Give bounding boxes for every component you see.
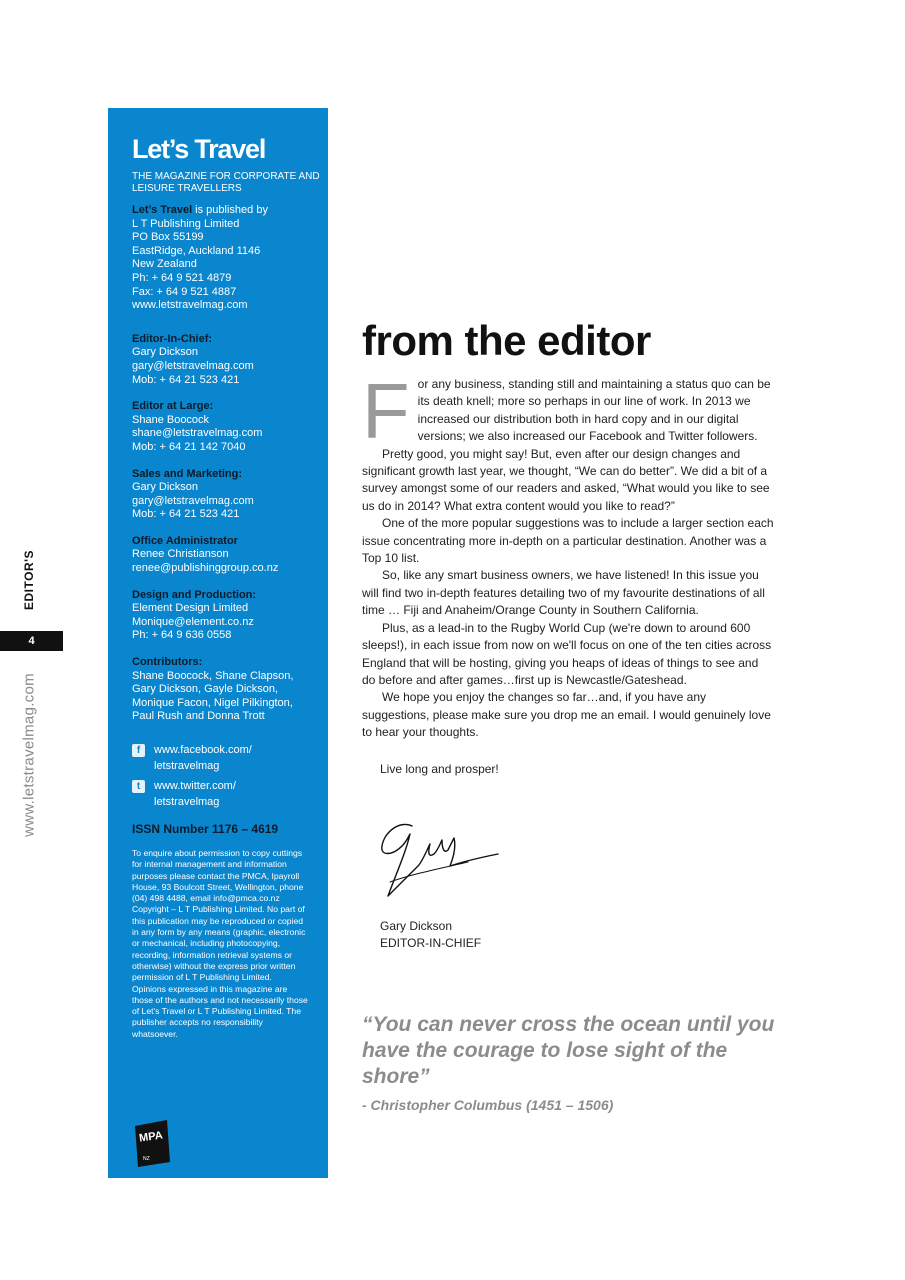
side-website-label: www.letstravelmag.com	[20, 673, 38, 837]
contact-line: Shane Boocock	[132, 413, 210, 426]
contact-line: Monique Facon, Nigel Pilkington,	[132, 696, 293, 709]
facebook-url-line: letstravelmag	[154, 760, 220, 772]
contact-email[interactable]: Monique@element.co.nz	[132, 615, 254, 628]
twitter-url-line: www.twitter.com/	[154, 780, 236, 792]
publisher-info	[132, 204, 328, 313]
signoff: Live long and prosper!	[380, 762, 499, 776]
publisher-line: PO Box 55199	[132, 231, 204, 244]
contact-editor-in-chief	[132, 333, 328, 387]
mpa-logo-nz: NZ	[143, 1156, 150, 1162]
mpa-logo	[133, 1118, 171, 1168]
paragraph: Pretty good, you might say! But, even after our design changes and significant growth last year, we thought, “We can do better”. We did a bit of a survey amongst some of our readers and asked, “What would you like to see us do in 2014? What extra content would you like to read?”	[362, 446, 770, 513]
paragraph: Plus, as a lead-in to the Rugby World Cup (we're down to around 600 sleeps!), in each issue from now on we'll focus on one of the ten cities across England that will be hosting, giving you heaps of ideas of things to see and do before and after games…first up is Newcastle/Gateshead.	[362, 620, 772, 687]
publisher-line: New Zealand	[132, 258, 197, 271]
contact-line: Gary Dickson	[132, 346, 199, 359]
contact-heading: Contributors:	[132, 656, 203, 669]
section-label: EDITOR'S	[22, 550, 36, 610]
contact-line: Ph: + 64 9 636 0558	[132, 629, 232, 642]
signer-block	[380, 918, 481, 952]
masthead-sidebar	[108, 108, 328, 1178]
editorial-body	[362, 367, 774, 742]
drop-cap: F	[362, 367, 410, 455]
issn-number: ISSN Number 1176 – 4619	[132, 822, 279, 836]
contact-design	[132, 589, 328, 643]
facebook-icon: f	[132, 744, 145, 757]
contact-line: Element Design Limited	[132, 602, 249, 615]
facebook-url-line: www.facebook.com/	[154, 744, 252, 756]
twitter-icon: t	[132, 780, 145, 793]
contact-heading: Sales and Marketing:	[132, 467, 243, 480]
contact-sales	[132, 468, 328, 522]
paragraph: or any business, standing still and maintaining a status quo can be its death knell; more so perhaps in our line of work. In 2013 we increased our distribution both in hard copy and in our digital versions; we also increased our Facebook and Twitter followers.	[417, 377, 771, 444]
signer-title: EDITOR-IN-CHIEF	[380, 936, 482, 950]
paragraph: One of the more popular suggestions was to include a larger section each issue concentrating more in-depth on a particular destination. Another was a Top 10 list.	[362, 516, 774, 566]
publisher-website-link[interactable]: www.letstravelmag.com	[132, 299, 248, 312]
page-title: from the editor	[362, 317, 651, 364]
lets-travel-logo: Let’s Travel	[132, 134, 266, 164]
contact-heading: Design and Production:	[132, 588, 257, 601]
signature-graphic	[372, 812, 502, 902]
contact-line: Gary Dickson	[132, 481, 199, 494]
publisher-line: Ph: + 64 9 521 4879	[132, 271, 232, 284]
publisher-line: EastRidge, Auckland 1146	[132, 244, 261, 257]
copyright-notice: To enquire about permission to copy cuttings for internal management and information purposes please contact the PMCA, Ipayroll House, 93 Boulcott Street, Wellington, phone (04) 498 4488, email info@pmca.co.nz Copyright – L T Publishing Limited. No part of this publication may be reproduced or copied in any form by any means (graphic, electronic or mechanical, including photocopying, recording, information retrieval systems or otherwise) without the express prior written permission of L T Publishing Limited. Opinions expressed in this magazine are those of the authors and not necessarily those of Let's Travel or L T Publishing Limited. The publisher accepts no responsibility whatsoever.	[132, 848, 308, 1039]
publisher-line: Fax: + 64 9 521 4887	[132, 285, 237, 298]
contact-contributors	[132, 656, 328, 724]
contact-email[interactable]: gary@letstravelmag.com	[132, 359, 254, 372]
contact-line: Paul Rush and Donna Trott	[132, 710, 265, 723]
signer-name: Gary Dickson	[380, 919, 453, 933]
contact-email[interactable]: shane@letstravelmag.com	[132, 427, 263, 440]
contact-email[interactable]: gary@letstravelmag.com	[132, 494, 254, 507]
contact-heading: Office Administrator	[132, 534, 238, 547]
tagline: THE MAGAZINE FOR CORPORATE AND LEISURE TRAVELLERS	[132, 171, 320, 194]
contact-editor-at-large	[132, 400, 328, 454]
contact-line: Shane Boocock, Shane Clapson,	[132, 669, 294, 682]
contact-heading: Editor-In-Chief:	[132, 332, 213, 345]
contact-email[interactable]: renee@publishinggroup.co.nz	[132, 562, 279, 575]
contact-office-admin	[132, 535, 328, 576]
facebook-link[interactable]	[132, 742, 328, 774]
publisher-brand: Let’s Travel	[132, 204, 193, 216]
contact-heading: Editor at Large:	[132, 400, 214, 413]
paragraph: So, like any smart business owners, we have listened! In this issue you will find two in-depth features detailing two of my favourite destinations of all time … Fiji and Anaheim/Orange County in Southern California.	[362, 568, 765, 618]
pull-quote: “You can never cross the ocean until you have the courage to lose sight of the shore”	[362, 1013, 775, 1088]
quote-attribution: - Christopher Columbus (1451 – 1506)	[362, 1097, 614, 1113]
page-number: 4	[0, 631, 63, 651]
mpa-logo-text: MPA	[138, 1129, 164, 1145]
twitter-url-line: letstravelmag	[154, 796, 220, 808]
contact-line: Mob: + 64 21 523 421	[132, 373, 240, 386]
twitter-link[interactable]	[132, 778, 328, 810]
contact-line: Mob: + 64 21 142 7040	[132, 440, 246, 453]
contact-line: Mob: + 64 21 523 421	[132, 508, 240, 521]
paragraph: We hope you enjoy the changes so far…and, if you have any suggestions, please make sure you drop me an email. I would genuinely love to hear your thoughts.	[362, 690, 771, 740]
publisher-line: L T Publishing Limited	[132, 217, 240, 230]
contact-line: Renee Christianson	[132, 548, 229, 561]
contact-line: Gary Dickson, Gayle Dickson,	[132, 683, 279, 696]
publisher-intro: is published by	[192, 204, 268, 216]
